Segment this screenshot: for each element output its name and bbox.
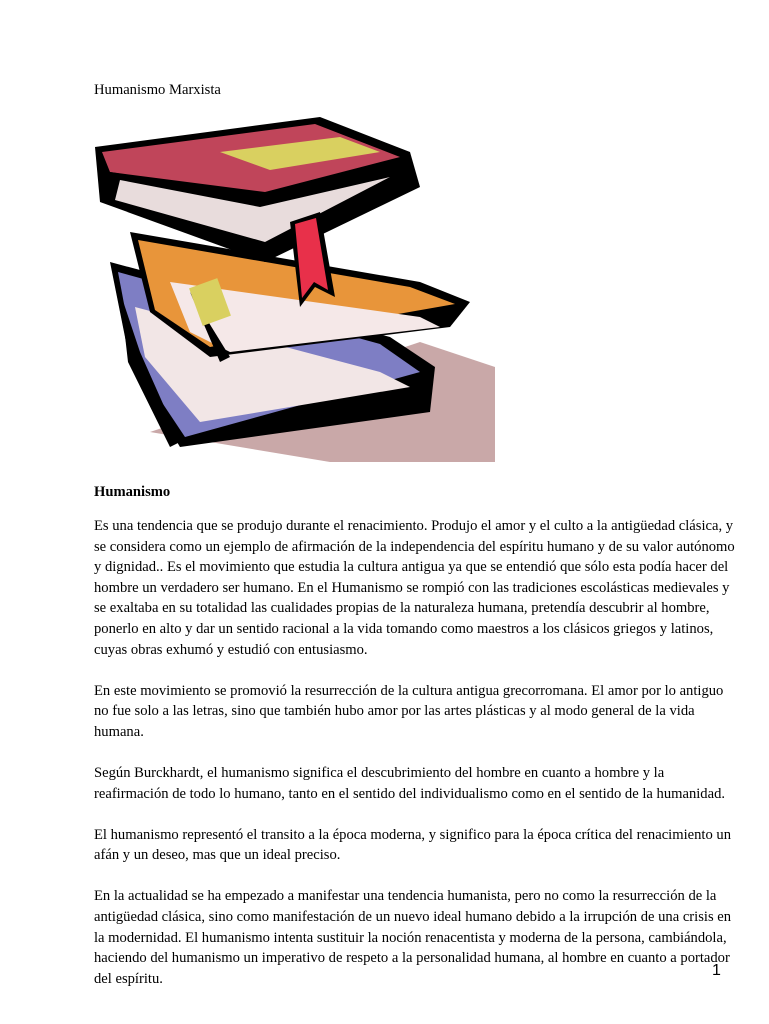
text-line: Es una tendencia que se produjo durante el renacimiento. Produjo el amor y el culto a la antigüedad clásica, y [94,518,734,534]
text-line: ponerlo en alto y dar un sentido racional a la vida tomando como maestros a los clásicos griegos y latinos, [94,620,714,637]
stack-of-books-icon [90,112,500,472]
text-line: reafirmación de todo lo humano, tanto en el sentido del individualismo como en el sentido de la humanidad. [94,785,726,802]
text-line: se exaltaba en su totalidad las cualidades propias de la naturaleza humana, pretendía descubrir al hombre, [94,600,710,617]
text-line: En este movimiento se promovió la resurrección de la cultura antigua grecorromana. El amor por lo antiguo [94,682,724,699]
text-line: del espíritu. [94,970,163,987]
text-line: antigüedad clásica, sino como manifestación de un nuevo ideal humano debido a la irrupción de una crisis en [94,908,732,925]
text-line: hombre un verdadero ser humano. En el Humanismo se rompió con las tradiciones escolásticas medievales y [94,579,730,596]
text-line: haciendo del humanismo un imperativo de respeto a la personalidad humana, al hombre en cuanto a portador [94,950,730,967]
document-title: Humanismo Marxista [94,82,221,98]
paragraph [94,825,744,866]
paragraph [94,681,744,743]
paragraph [94,516,744,660]
paragraph [94,763,744,804]
text-line: cuyas obras exhumó y estudió con entusiasmo. [94,641,368,658]
text-line: se considera como un ejemplo de afirmación de la independencia del espíritu humano y de su valor autónomo [94,538,735,555]
text-line: El humanismo representó el transito a la época moderna, y significo para la época crítica del renacimiento un [94,826,732,843]
paragraph [94,886,744,989]
text-line: no fue solo a las letras, sino que también hubo amor por las artes plásticas y al modo general de la vida [94,703,695,720]
text-line: humana. [94,723,144,740]
text-line: la modernidad. El humanismo intenta sustituir la noción renacentista y moderna de la persona, cambiándola, [94,929,727,946]
body-text [94,516,744,1010]
page-number: 1 [712,962,721,979]
text-line: En la actualidad se ha empezado a manifestar una tendencia humanista, pero no como la resurrección de la [94,888,717,905]
text-line: Según Burckhardt, el humanismo significa el descubrimiento del hombre en cuanto a hombre y la [94,764,665,781]
section-heading: Humanismo [94,484,171,500]
text-line: afán y un deseo, mas que un ideal preciso. [94,847,341,864]
text-line: y dignidad.. Es el movimiento que estudia la cultura antigua ya que se entendió que sólo esta podía hacer del [94,559,729,576]
